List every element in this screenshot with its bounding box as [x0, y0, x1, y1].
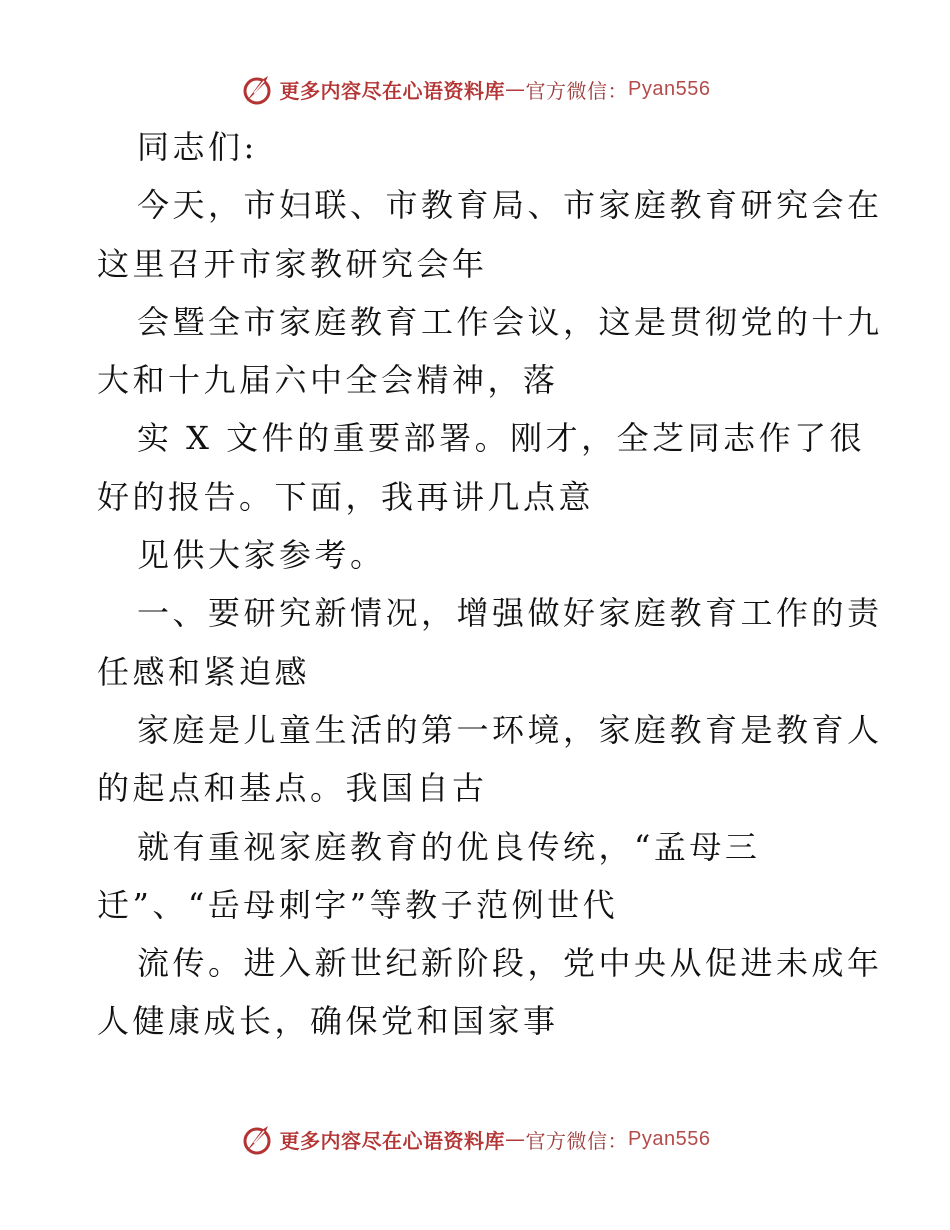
banner-wechat-id: Pyan556 [628, 1127, 711, 1150]
text-line: 就有重视家庭教育的优良传统，“孟母三 [137, 827, 761, 866]
text-line: 这里召开市家教研究会年 [97, 244, 488, 283]
banner-wechat-label: 官方微信： [525, 78, 629, 103]
text-line: 人健康成长，确保党和国家事 [97, 1002, 559, 1041]
text-line: 会暨全市家庭教育工作会议，这是贯彻党的十九 [137, 302, 883, 341]
text-line: 大和十九届六中全会精神，落 [97, 361, 559, 400]
quill-pen-logo-icon [240, 72, 274, 106]
text-line: 实 X 文件的重要部署。刚才，全芝同志作了很 [137, 419, 866, 458]
banner-separator: — [505, 1127, 526, 1151]
text-line: 今天，市妇联、市教育局、市家庭教育研究会在 [137, 186, 883, 225]
quill-pen-logo-icon [240, 1122, 274, 1156]
text-line: 的起点和基点。我国自古 [97, 769, 488, 808]
text-line: 一、要研究新情况，增强做好家庭教育工作的责 [137, 594, 883, 633]
banner-brand: 更多内容尽在心语资料库 [279, 1128, 506, 1153]
text-line: 好的报告。下面，我再讲几点意 [97, 477, 595, 516]
text-line: 见供大家参考。 [137, 536, 386, 575]
text-line: 家庭是儿童生活的第一环境，家庭教育是教育人 [137, 710, 883, 749]
document-body [97, 118, 883, 1051]
text-line: 同志们: [137, 128, 258, 166]
banner-wechat-id: Pyan556 [628, 77, 711, 100]
banner-brand: 更多内容尽在心语资料库 [279, 78, 506, 103]
text-line: 任感和紧迫感 [97, 652, 311, 691]
banner-wechat-label: 官方微信： [525, 1128, 629, 1153]
text-line: 流传。进入新世纪新阶段，党中央从促进未成年 [137, 944, 883, 983]
footer-banner [0, 1122, 950, 1156]
header-banner [0, 72, 950, 106]
banner-separator: — [505, 77, 526, 101]
text-line: 迁”、“岳母刺字”等教子范例世代 [97, 885, 619, 924]
